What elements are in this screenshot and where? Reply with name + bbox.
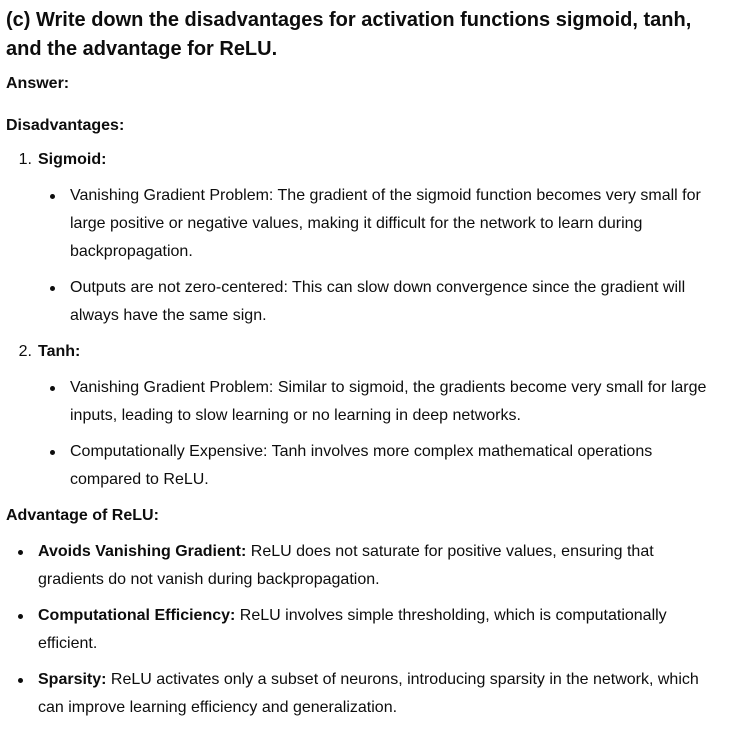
list-item: Computationally Expensive: Tanh involves more complex mathematical operations compared to ReLU. — [6, 438, 723, 494]
disadvantages-heading: Disadvantages: — [6, 117, 125, 134]
list-item — [6, 602, 723, 658]
list-item-tanh — [6, 338, 723, 494]
item-title: Sigmoid: — [38, 151, 107, 168]
list-item: Vanishing Gradient Problem: The gradient of the sigmoid function becomes very small for large positive or negative values, making it difficult for the network to learn during backpropagation. — [6, 182, 723, 266]
item-term: Sparsity: — [38, 671, 107, 688]
item-number: 1. — [18, 151, 32, 168]
list-item — [6, 666, 723, 722]
list-item: Outputs are not zero-centered: This can slow down convergence since the gradient will always have the same sign. — [6, 274, 723, 330]
list-item — [6, 538, 723, 594]
answer-label: Answer: — [6, 75, 70, 92]
item-term: Avoids Vanishing Gradient: — [38, 543, 247, 560]
item-title: Tanh: — [38, 343, 81, 360]
item-text: ReLU involves simple thresholding, which is computationally efficient. — [38, 607, 667, 652]
list-item: Vanishing Gradient Problem: Similar to sigmoid, the gradients become very small for large inputs, leading to slow learning or no learning in deep networks. — [6, 374, 723, 430]
item-text: ReLU does not saturate for positive values, ensuring that gradients do not vanish during backpropagation. — [38, 543, 654, 588]
item-number: 2. — [18, 343, 32, 360]
question-heading: (c) Write down the disadvantages for activation functions sigmoid, tanh, and the advantage for ReLU. — [6, 9, 692, 60]
item-text: ReLU activates only a subset of neurons, introducing sparsity in the network, which can improve learning efficiency and generalization. — [38, 671, 699, 716]
item-term: Computational Efficiency: — [38, 607, 236, 624]
advantage-heading: Advantage of ReLU: — [6, 507, 159, 524]
advantages-list — [6, 538, 723, 722]
list-item-sigmoid — [6, 146, 723, 330]
disadvantages-list — [6, 146, 723, 494]
